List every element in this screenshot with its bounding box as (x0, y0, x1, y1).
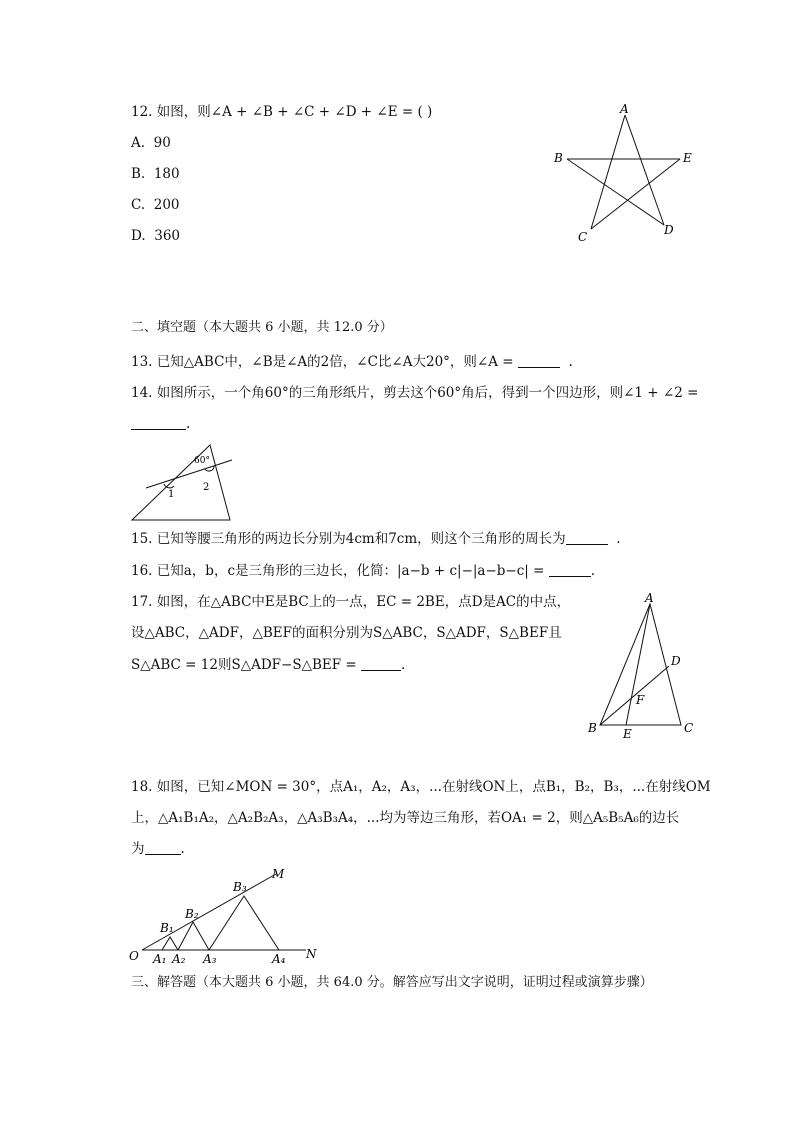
q13-suffix: . (568, 354, 573, 370)
q16-text: 16. 已知a，b，c是三角形的三边长，化简：|a−b + c|−|a−b−c| = (131, 563, 545, 579)
q12-option-d (131, 226, 180, 246)
q17-line-3 (131, 655, 405, 675)
answer-blank[interactable] (549, 562, 591, 577)
option-value: 360 (154, 228, 181, 244)
q13 (131, 352, 573, 372)
star-edge (591, 159, 680, 229)
q18-line-3 (131, 839, 185, 859)
cut-line (146, 460, 232, 488)
q14-answer-line (131, 414, 190, 434)
ray-om (142, 874, 276, 950)
label-d: D (664, 223, 674, 237)
q12-stem: 12. 如图，则∠A + ∠B + ∠C + ∠D + ∠E = ( ) (131, 104, 433, 120)
label-a: A (620, 102, 629, 116)
q13-text: 13. 已知△ABC中，∠B是∠A的2倍，∠C比∠A大20°，则∠A = (131, 354, 514, 370)
label-a: A (645, 591, 654, 605)
label-a3: A₃ (203, 952, 217, 966)
q18-line-2: 上，△A₁B₁A₂，△A₂B₂A₃，△A₃B₃A₄，...均为等边三角形，若OA₁ = 2，则△A₅B₅A₆的边长 (131, 810, 680, 826)
option-value: 90 (153, 135, 171, 151)
option-letter: C. (131, 197, 146, 213)
label-n: N (306, 947, 317, 961)
answer-blank[interactable] (361, 656, 401, 671)
segment-bd (600, 666, 669, 725)
triangle-1 (162, 937, 178, 950)
q17-suffix: . (401, 657, 406, 673)
answer-blank[interactable] (145, 840, 181, 855)
label-m: M (272, 867, 285, 881)
q15 (131, 529, 621, 549)
q18-figure (126, 864, 326, 968)
q17-line-1: 17. 如图，在△ABC中E是BC上的一点，EC = 2BE，点D是AC的中点， (131, 594, 571, 610)
label-f: F (636, 693, 645, 707)
label-b: B (554, 151, 563, 165)
q16-suffix: . (590, 563, 596, 579)
label-o: O (129, 949, 139, 963)
label-a2: A₂ (172, 952, 186, 966)
answer-blank[interactable] (518, 353, 560, 368)
q12-star-figure (540, 98, 710, 248)
star-edge (567, 159, 664, 225)
label-60: 60° (194, 456, 210, 466)
q17-line-2: 设△ABC，△ADF，△BEF的面积分别为S△ABC，S△ADF，S△BEF且 (131, 625, 562, 641)
label-c: C (578, 230, 588, 244)
label-2: 2 (203, 482, 210, 493)
q12-option-c (131, 195, 180, 215)
q15-suffix: . (616, 531, 621, 547)
q18-text: 为 (131, 841, 145, 857)
q14-triangle-figure (128, 442, 240, 524)
label-d: D (671, 654, 681, 668)
q18-line-1: 18. 如图，已知∠MON = 30°，点A₁，A₂，A₃，...在射线ON上，点B₁，B₂，B₃，...在射线OM (131, 779, 711, 795)
q12-option-b (131, 164, 180, 184)
q14-text: 14. 如图所示，一个角60°的三角形纸片，剪去这个60°角后，得到一个四边形，则∠1 + ∠2 = (131, 385, 699, 401)
star-edge (591, 115, 625, 229)
q16 (131, 561, 595, 581)
label-b3: B₃ (233, 880, 247, 894)
triangle-2 (178, 922, 209, 950)
q18-suffix: . (180, 841, 185, 857)
answer-blank[interactable] (131, 415, 186, 430)
q15-text: 15. 已知等腰三角形的两边长分别为4cm和7cm，则这个三角形的周长为 (131, 531, 566, 547)
q17-triangle-figure (580, 588, 700, 738)
option-value: 180 (153, 166, 180, 182)
label-e: E (683, 151, 692, 165)
q12-option-a (131, 133, 171, 153)
triangle (132, 445, 230, 520)
label-b2: B₂ (185, 907, 199, 921)
triangle-3 (209, 896, 279, 950)
q14-suffix: . (186, 416, 191, 432)
section-2-title: 二、填空题（本大题共 6 小题，共 12.0 分） (131, 320, 393, 335)
label-b1: B₁ (160, 921, 174, 935)
option-letter: B. (131, 166, 146, 182)
label-c: C (684, 721, 694, 735)
answer-blank[interactable] (566, 530, 608, 545)
option-value: 200 (153, 197, 180, 213)
label-e: E (623, 727, 632, 738)
label-a4: A₄ (272, 952, 286, 966)
section-3-title: 三、解答题（本大题共 6 小题，共 64.0 分。解答应写出文字说明，证明过程或演算步骤） (131, 975, 653, 990)
label-1: 1 (168, 489, 175, 500)
option-letter: D. (131, 228, 146, 244)
option-letter: A. (131, 135, 146, 151)
label-b: B (588, 721, 597, 735)
label-a1: A₁ (153, 952, 167, 966)
star-edge (625, 115, 664, 225)
q17-text: S△ABC = 12则S△ADF−S△BEF = (131, 657, 357, 673)
